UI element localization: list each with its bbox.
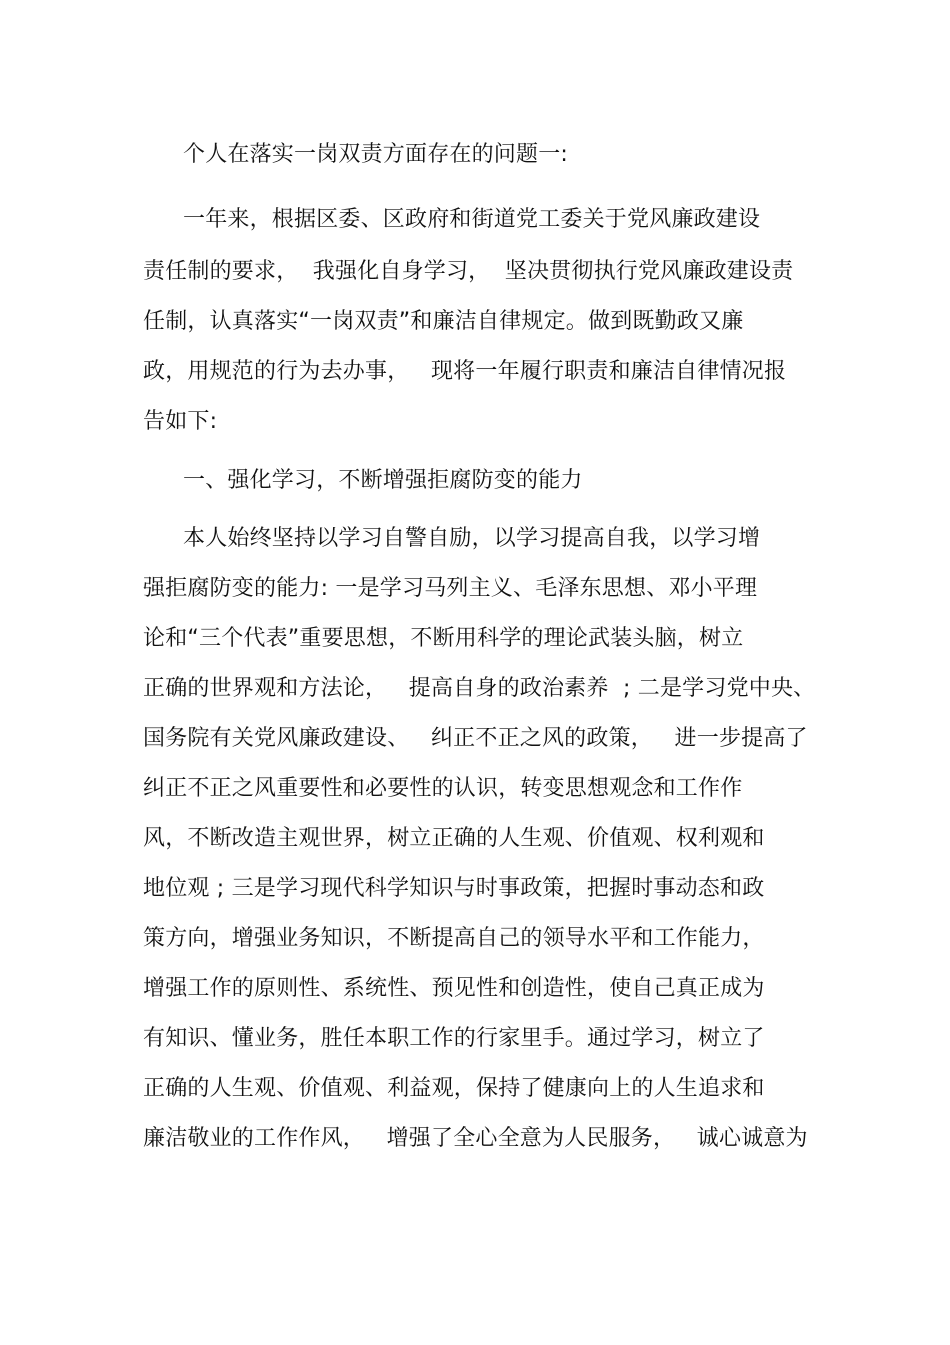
paragraph-line: 有知识、懂业务，胜任本职工作的行家里手。通过学习，树立了 <box>143 1026 765 1051</box>
paragraph-line: 增强工作的原则性、系统性、预见性和创造性，使自己真正成为 <box>143 976 765 1001</box>
paragraph-line: 一年来，根据区委、区政府和街道党工委关于党风廉政建设 <box>183 207 761 232</box>
paragraph-line: 告如下: <box>143 409 218 434</box>
paragraph-line: 责任制的要求， 我强化自身学习， 坚决贯彻执行党风廉政建设责 <box>143 259 794 284</box>
paragraph-line: 本人始终坚持以学习自警自励，以学习提高自我，以学习增 <box>183 526 761 551</box>
paragraph-line: 政，用规范的行为去办事， 现将一年履行职责和廉洁自律情况报 <box>143 359 787 384</box>
paragraph-line: 风，不断改造主观世界，树立正确的人生观、价值观、权利观和 <box>143 826 765 851</box>
paragraph-line: 强拒腐防变的能力: 一是学习马列主义、毛泽东思想、邓小平理 <box>143 576 758 601</box>
paragraph-line: 策方向，增强业务知识，不断提高自己的领导水平和工作能力， <box>143 926 765 951</box>
paragraph-line: 纠正不正之风重要性和必要性的认识，转变思想观念和工作作 <box>143 776 743 801</box>
paragraph-line: 国务院有关党风廉政建设、 纠正不正之风的政策， 进一步提高了 <box>143 726 808 751</box>
section-heading: 一、强化学习，不断增强拒腐防变的能力 <box>183 468 583 493</box>
paragraph-line: 廉洁敬业的工作作风， 增强了全心全意为人民服务， 诚心诚意为 <box>143 1126 808 1151</box>
paragraph-line: 正确的人生观、价值观、利益观，保持了健康向上的人生追求和 <box>143 1076 765 1101</box>
paragraph-line: 任制，认真落实“一岗双责”和廉洁自律规定。做到既勤政又廉 <box>143 309 744 334</box>
paragraph-line: 地位观 ; 三是学习现代科学知识与时事政策，把握时事动态和政 <box>143 876 765 901</box>
document-title: 个人在落实一岗双责方面存在的问题一: <box>183 142 569 167</box>
paragraph-line: 论和“三个代表”重要思想，不断用科学的理论武装头脑，树立 <box>143 626 744 651</box>
paragraph-line: 正确的世界观和方法论， 提高自身的政治素养 ; 二是学习党中央、 <box>143 676 816 701</box>
